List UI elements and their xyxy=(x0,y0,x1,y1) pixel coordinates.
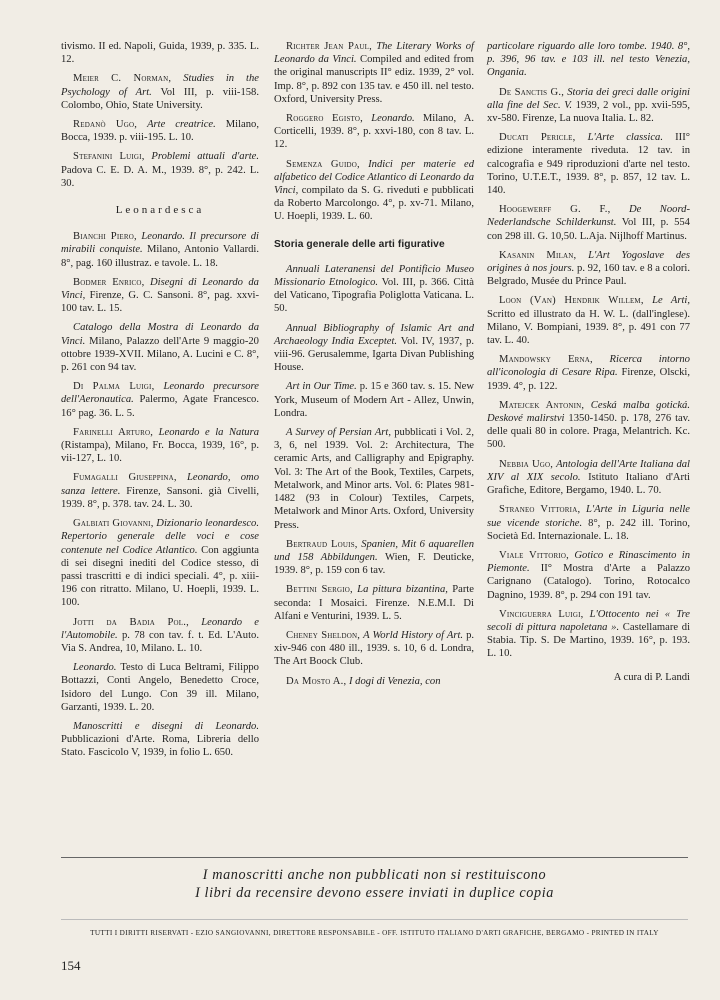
entry-title: Leonardo e la Natura xyxy=(158,426,259,438)
bibliography-entry xyxy=(61,471,259,511)
bibliography-entry: tivismo. II ed. Napoli, Guida, 1939, p. 335. L. 12. xyxy=(61,41,259,66)
entry-author: Bettini Sergio, xyxy=(286,584,353,596)
entry-author: Roggero Egisto, xyxy=(286,113,364,125)
bibliography-entry xyxy=(61,720,259,760)
bibliography-entry xyxy=(61,380,259,420)
entry-title: L'Art Yogoslave des origines à nos jours. xyxy=(487,249,690,275)
entry-details: Istituto Italiano d'Arti Grafiche, Editore, Bergamo, 1940. L. 70. xyxy=(487,471,690,497)
entry-title: Annual Bibliography of Islamic Art and Archaeology India Exceptet. xyxy=(274,322,474,347)
entry-details: Firenze, Sansoni. già Civelli, 1939. 8°, p. 378. tav. 24. L. 30. xyxy=(61,485,259,510)
entry-title: Disegni di Leonardo da Vinci, xyxy=(61,276,259,302)
bibliography-entry xyxy=(487,608,690,661)
bibliography-entry xyxy=(274,158,474,224)
entry-author: Semenza Guido, xyxy=(286,158,360,170)
entry-author: Farinelli Arturo, xyxy=(73,426,154,438)
entry-title: Studies in the Psychology of Art. xyxy=(61,73,259,98)
entry-title: Ricerca intorno all'iconologia di Cesare Ripa. xyxy=(487,354,690,379)
entry-details: Milano, A. Corticelli, 1939. 8°, p. xxvi-180, con 8 tav. L. 12. xyxy=(274,113,474,151)
entry-details: Vol III, p. 554 con 298 ill. G. 10,50. L.Aja. Nijlhoff Martinus. xyxy=(487,217,690,242)
entry-title: Catalogo della Mostra di Leonardo da Vinci. xyxy=(61,322,259,347)
entry-author: Loon (Van) Hendrik Willem, xyxy=(499,295,644,307)
bibliography-entry xyxy=(487,353,690,393)
entry-title: Manoscritti e disegni di Leonardo. xyxy=(73,720,259,732)
entry-author: Fumagalli Giuseppina, xyxy=(73,472,177,484)
bibliography-entry xyxy=(274,426,474,532)
bibliography-entry xyxy=(61,616,259,656)
entry-details: pubblicati i Vol. 2, 3, 6, nel 1939. Vol. 2: Architectura, The ceramic Arts, and Calligraphy and Epigraphy. Vol. 3: The Art of the Book, Textiles, Carpets, Metalwork, and Minor arts. Vol. 6: Plates 981-1482 (93 in Colour) Textiles, Carpets, Metalwork and Minor Arts. Oxford, University Press. xyxy=(274,427,474,531)
bibliography-entry xyxy=(61,661,259,714)
entry-author: Bertraud Louis, xyxy=(286,538,358,550)
entry-author: Nebbia Ugo, xyxy=(499,458,554,470)
entry-details: p. 78 con tav. f. t. Ed. L'Auto. Via S. Andrea, 10, Milano. L. 10. xyxy=(61,629,259,654)
entry-details: (Ristampa), Milano, Fr. Bocca, 1939, 16°, p. vii-127, L. 10. xyxy=(61,440,259,465)
entry-author: Mandowsky Erna, xyxy=(499,354,593,366)
bibliography-entry xyxy=(61,426,259,466)
bibliography-entry xyxy=(274,322,474,375)
entry-title: Ceská malba gotická. Deskové malirstvi xyxy=(487,399,690,425)
entry-details: p. xiv-946 con 480 ill., 1939. s. 10, 6 d. Londra, The Art Boock Club. xyxy=(274,629,475,668)
column-3 xyxy=(487,40,690,684)
entry-title: Leonardo. xyxy=(371,113,415,125)
entry-details: Pubblicazioni d'Arte. Roma, Libreria dello Stato. Fascicolo V, 1939, in folio L. 650. xyxy=(61,734,259,759)
entry-title: Spanien, Mit 6 aquarellen und 158 Abbildungen. xyxy=(274,538,474,563)
entry-author: Bianchi Piero, xyxy=(73,231,137,243)
entry-title: L'Ottocento nei « Tre secoli di pittura napoletana ». xyxy=(487,608,690,633)
entry-details: Padova C. E. D. A. M., 1939. 8°, p. 242. L. 30. xyxy=(61,164,259,189)
entry-details: Firenze, Olscki, 1939. 4°, p. 122. xyxy=(487,367,690,392)
bibliography-entry xyxy=(61,517,259,609)
entry-author: Galbiati Giovanni, xyxy=(73,518,154,530)
entry-author: Viale Vittorio, xyxy=(499,549,569,561)
entry-author: Bodmer Enrico, xyxy=(73,276,145,288)
entry-title: Gotico e Rinascimento in Piemonte. xyxy=(487,549,691,575)
entry-author: Vinciguerra Luigi, xyxy=(499,608,584,620)
bibliography-entry xyxy=(274,629,474,669)
bibliography-entry xyxy=(61,321,259,374)
bibliography-entry xyxy=(487,549,690,602)
bibliography-entry: particolare riguardo alle loro tombe. 1940. 8°, p. 396, 96 tav. e 103 ill. nel testo Venezia, Ongania. xyxy=(487,41,690,79)
entry-details: Castellamare di Stabia. Tip. S. De Martino, 1939. 16°, p. 193. L. 10. xyxy=(487,621,691,660)
entry-details: Parte seconda: I Mosaici. Firenze. N.E.M.I. Di Alfani e Venturini, 1939. L. 5. xyxy=(274,584,474,622)
entry-details: II° Mostra d'Arte a Palazzo Carignano (Catalogo). Torino, Rotocalco Dagnino, 1939. 8°, p. 294 con 191 tav. xyxy=(487,563,690,601)
entry-title: Arte creatrice. xyxy=(147,119,216,131)
entry-title: L'Arte in Liguria nelle sue vicende storiche. xyxy=(487,504,690,529)
entry-details: Milano, Bocca, 1939. p. viii-195. L. 10. xyxy=(61,119,259,144)
bibliography-entry xyxy=(487,458,690,498)
entry-details: p. 15 e 360 tav. s. 15. New York, Museum of Modern Art - Allez, Unwin, Londra. xyxy=(274,381,474,419)
bibliography-entry xyxy=(61,230,259,270)
bibliography-entry xyxy=(487,86,690,126)
entry-author: De Sanctis G., xyxy=(499,86,565,98)
entry-details: Vol. III, p. 366. Città del Vaticano, Tipografia Poliglotta Vaticana. L. 50. xyxy=(274,277,474,315)
bibliography-entry xyxy=(487,503,690,543)
entry-author: Di Palma Luigi, xyxy=(73,381,155,393)
divider-rule-footer xyxy=(61,919,688,920)
bibliography-entry xyxy=(487,399,690,452)
entry-details: p. 92, 160 tav. e 8 a colori. Belgrado, Musée du Prince Paul. xyxy=(487,263,690,288)
bibliography-entry xyxy=(61,118,259,144)
bibliography-entry xyxy=(274,263,474,316)
entry-author: Stefanini Luigi, xyxy=(73,151,145,163)
entry-title: Le Arti, xyxy=(652,295,690,307)
entry-author: Da Mosto A., xyxy=(286,675,347,687)
editorial-notice xyxy=(61,866,688,902)
bibliography-entry xyxy=(61,276,259,316)
bibliography-entry xyxy=(61,72,259,112)
entry-title: Art in Our Time. xyxy=(286,381,357,393)
bibliography-entry xyxy=(487,131,690,197)
bibliography-entry xyxy=(274,380,474,420)
entry-title: De Noord-Nederlandsche Schilderkunst. xyxy=(487,204,691,229)
divider-rule xyxy=(61,857,688,858)
entry-title: Leonardo. Il precursore di mirabili conquiste. xyxy=(61,231,259,256)
page-number: 154 xyxy=(61,958,81,973)
entry-details: Vol. IV, 1937, p. viii-96. Gerusalemme, Igarta Divan Publishing House. xyxy=(274,335,474,374)
entry-author: Matejcek Antonin, xyxy=(499,399,585,411)
entry-details: Testo di Luca Beltrami, Filippo Bottazzi, Conti Angelo, Benedetto Croce, Isidoro del Lungo. Con 39 ill. Milano, Garzanti, 1939. L. 20. xyxy=(61,662,259,713)
entry-details: Compiled and edited from the original manuscripts II° ediz. 1939, 2° vol. Imp. 8°, p. 892 con 135 tav. e 450 ill. nel testo. Oxford, University Press. xyxy=(274,54,474,105)
entry-author: Meier C. Norman, xyxy=(73,73,172,85)
entry-author: Richter Jean Paul, xyxy=(286,41,372,52)
entry-details: Scritto ed illustrato da H. W. L. (dall'inglese). Milano, V. Bompiani, 1939. 8°, p. 491 con 77 tav. L. 40. xyxy=(487,308,690,347)
notice-line-1: I manoscritti anche non pubblicati non si restituiscono xyxy=(202,867,547,883)
entry-title: I dogi di Venezia, con xyxy=(349,675,441,687)
entry-details: Con aggiunta di sei disegni inediti del Codice stesso, di passi trascritti e di indici speciali. 4°, p. xiii-196 con ritratto. Milano, U. Hoepli, 1939. L. 100. xyxy=(61,544,259,609)
bibliography-entry xyxy=(274,112,474,152)
bibliography-entry xyxy=(274,40,474,106)
column-2 xyxy=(274,40,474,694)
entry-title: Antologia dell'Arte Italiana dal XIV al XIX secolo. xyxy=(487,458,690,483)
bibliography-entry xyxy=(274,538,474,578)
bibliography-entry xyxy=(487,249,690,289)
entry-title: La pittura bizantina, xyxy=(357,584,448,596)
entry-title: Leonardo e l'Automobile. xyxy=(61,616,259,641)
entry-author: Cheney Sheldon, xyxy=(286,629,361,641)
entry-details: 1939, 2 vol., pp. xvii-595, xv-580. Firenze, La nuova Italia. L. 82. xyxy=(487,99,690,125)
entry-title: Leonardo precursore dell'Aeronautica. xyxy=(61,381,259,406)
entry-title: Leonardo. xyxy=(73,662,117,674)
entry-author: Straneo Vittoria, xyxy=(499,504,581,516)
entry-details: 1350-1450. p. 178, 276 tav. delle quali 80 in colore. Praga, Melantrich. Kc. 500. xyxy=(487,413,690,451)
entry-title: L'Arte classica. xyxy=(587,132,663,144)
entry-author: Jotti da Badia Pol., xyxy=(73,616,189,628)
bibliography-entry xyxy=(487,203,690,243)
entry-title: Annuali Lateranensi del Pontificio Museo Missionario Etnologico. xyxy=(274,263,474,289)
entry-details: Vol III, p. viii-158. Colombo, Ohio, State University. xyxy=(61,86,259,111)
entry-details: III° edizione interamente riveduta. 12 tav. in calcografia e 949 riproduzioni d'arte nel testo. Torino, U.T.E.T., 1939. 8°, p. 857, 12 tav. L. 140. xyxy=(487,132,690,197)
entry-author: Redanò Ugo, xyxy=(73,119,138,131)
entry-title: Leonardo, omo sanza lettere. xyxy=(61,472,259,497)
notice-line-2: I libri da recensire devono essere inviati in duplice copia xyxy=(195,885,554,901)
copyright-footer: TUTTI I DIRITTI RISERVATI - EZIO SANGIOVANNI, DIRETTORE RESPONSABILE - OFF. ISTITUTO ITALIANO D'ARTI GRAFICHE, BERGAMO - PRINTED IN ITALY xyxy=(90,929,659,937)
entry-title: Storia dei greci dalle origini alla fine del Sec. V. xyxy=(487,86,690,111)
entry-title: Problemi attuali d'arte. xyxy=(151,151,259,163)
entry-details: Palermo, Agate Francesco. 16° pag. 36. L. 5. xyxy=(61,394,259,419)
entry-details: compilato da S. G. riveduti e pubblicati da Roberto Marcolongo. 4°, p. xv-71. Milano, U. Hoepli, 1939. L. 60. xyxy=(274,185,474,223)
bibliography-entry xyxy=(61,150,259,190)
entry-details: Wien, F. Deuticke, 1939. 8°, p. 159 con 6 tav. xyxy=(274,551,474,577)
entry-details: Firenze, G. C. Sansoni. 8°, pag. xxvi-100 tav. L. 15. xyxy=(61,290,259,315)
entry-title: The Literary Works of Leonardo da Vinci. xyxy=(274,41,474,66)
section-heading-storia-generale: Storia generale delle arti figurative xyxy=(274,238,445,250)
entry-details: 8°, p. 242 ill. Torino, Società Ed. Internazionale. L. 18. xyxy=(487,517,691,542)
entry-title: Indici per materie ed alfabetico del Codice Atlantico di Leonardo da Vinci, xyxy=(274,158,474,197)
entry-details: Milano, Palazzo dell'Arte 9 maggio-20 ottobre 1939-XVII. Milano, A. Lucini e C. 8°, p. 261 con 94 tav. xyxy=(61,335,259,374)
entry-author: Ducati Pericle, xyxy=(499,132,576,144)
bibliography-entry xyxy=(487,294,690,347)
column-1 xyxy=(61,40,259,766)
entry-details: Milano, Antonio Vallardi. 8°, pag. 160 illustraz. e tavole. L. 18. xyxy=(61,244,259,269)
entry-title: A Survey of Persian Art, xyxy=(286,427,392,439)
entry-title: A World History of Art. xyxy=(363,629,464,641)
entry-author: Hoogewerff G. F., xyxy=(499,204,611,216)
section-heading-leonardesca: Leonardesca xyxy=(115,204,205,217)
entry-author: Kasanin Milan, xyxy=(499,249,577,261)
editor-signature: A cura di P. Landi xyxy=(613,671,690,683)
bibliography-entry xyxy=(274,675,474,688)
entry-title: Dizionario leonardesco. Repertorio generale delle voci e cose contenute nel Codice Atlantico. xyxy=(61,518,259,556)
bibliography-entry xyxy=(274,583,474,623)
